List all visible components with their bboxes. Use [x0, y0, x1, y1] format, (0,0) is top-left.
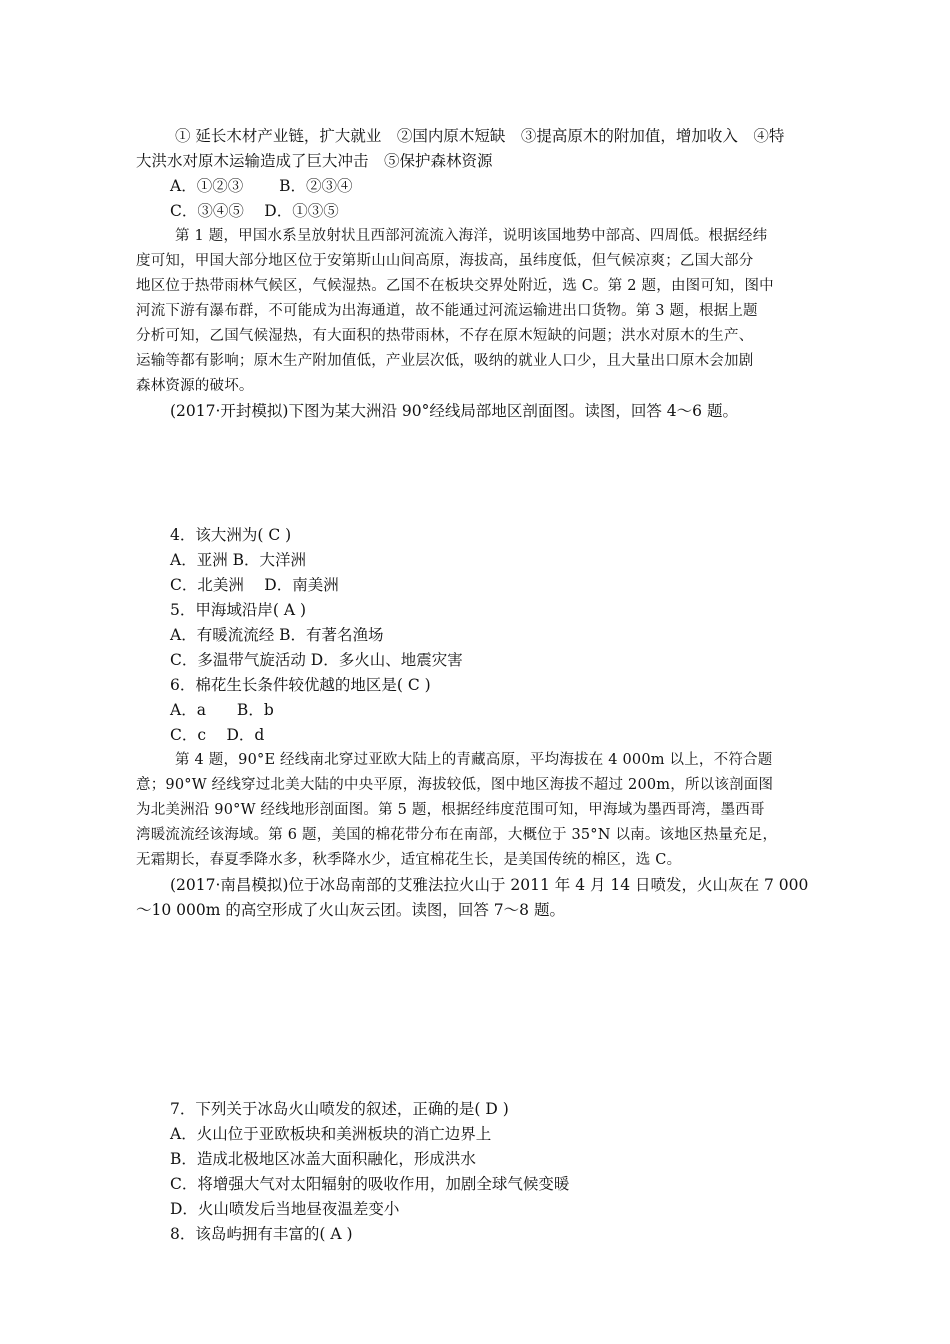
choice-ab: A．①②③ B．②③④: [170, 177, 353, 195]
question-4-options-ab: A．亚洲 B．大洋洲: [170, 551, 307, 569]
intro-questions-4-6: (2017·开封模拟)下图为某大洲沿 90°经线局部地区剖面图。读图，回答 4～6 题。: [170, 402, 738, 420]
question-8: 8．该岛屿拥有丰富的( A ): [170, 1225, 353, 1243]
question-5-options-ab: A．有暖流流经 B．有著名渔场: [170, 626, 384, 644]
question-5-options-cd: C．多温带气旋活动 D．多火山、地震灾害: [170, 651, 463, 669]
explanation-2-line: 意；90°W 经线穿过北美大陆的中央平原，海拔较低，图中地区海拔不超过 200m，所以该剖面图: [136, 777, 774, 793]
figure-placeholder: [136, 426, 816, 520]
question-6-options-cd: C．c D．d: [170, 726, 265, 744]
explanation-1-line: 分析可知，乙国气候湿热，有大面积的热带雨林，不存在原木短缺的问题；洪水对原木的生产、: [136, 328, 754, 344]
explanation-1-line: 运输等都有影响；原木生产附加值低，产业层次低，吸纳的就业人口少，且大量出口原木会加剧: [136, 353, 754, 369]
question-7: 7．下列关于冰岛火山喷发的叙述，正确的是( D ): [170, 1100, 509, 1118]
explanation-1-line: 第 1 题，甲国水系呈放射状且西部河流流入海洋，说明该国地势中部高、四周低。根据经纬: [175, 228, 768, 244]
explanation-1-line: 河流下游有瀑布群，不可能成为出海通道，故不能通过河流运输进出口货物。第 3 题，根据上题: [136, 303, 758, 319]
choice-cd: C．③④⑤ D．①③⑤: [170, 202, 339, 220]
question-6-options-ab: A．a B．b: [170, 701, 274, 719]
question-7-option-d: D．火山喷发后当地昼夜温差变小: [170, 1200, 400, 1218]
options-line-2: 大洪水对原木运输造成了巨大冲击 ⑤保护森林资源: [136, 152, 493, 170]
explanation-2-line: 湾暖流流经该海域。第 6 题，美国的棉花带分布在南部，大概位于 35°N 以南。该地区热量充足，: [136, 827, 778, 843]
question-7-option-b: B．造成北极地区冰盖大面积融化，形成洪水: [170, 1150, 476, 1168]
options-line-1: ① 延长木材产业链，扩大就业 ②国内原木短缺 ③提高原木的附加值，增加收入 ④特: [175, 127, 785, 145]
explanation-2-line: 为北美洲沿 90°W 经线地形剖面图。第 5 题，根据经纬度范围可知，甲海域为墨西哥湾，墨西哥: [136, 802, 765, 818]
intro-questions-7-8-cont: ～10 000m 的高空形成了火山灰云团。读图，回答 7～8 题。: [136, 901, 565, 919]
figure-placeholder: [136, 925, 816, 1095]
explanation-2-line: 无霜期长，春夏季降水多，秋季降水少，适宜棉花生长，是美国传统的棉区，选 C。: [136, 852, 682, 868]
question-5: 5．甲海域沿岸( A ): [170, 601, 307, 619]
question-4-options-cd: C．北美洲 D．南美洲: [170, 576, 339, 594]
explanation-2-line: 第 4 题，90°E 经线南北穿过亚欧大陆上的青藏高原，平均海拔在 4 000m 以上，不符合题: [175, 752, 773, 768]
question-7-option-a: A．火山位于亚欧板块和美洲板块的消亡边界上: [170, 1125, 492, 1143]
explanation-1-line: 度可知，甲国大部分地区位于安第斯山山间高原，海拔高，虽纬度低，但气候凉爽；乙国大部分: [136, 253, 754, 269]
question-6: 6．棉花生长条件较优越的地区是( C ): [170, 676, 431, 694]
explanation-1-line: 森林资源的破坏。: [136, 378, 254, 394]
intro-questions-7-8: (2017·南昌模拟)位于冰岛南部的艾雅法拉火山于 2011 年 4 月 14 日喷发，火山灰在 7 000: [170, 876, 809, 894]
question-7-option-c: C．将增强大气对太阳辐射的吸收作用，加剧全球气候变暖: [170, 1175, 570, 1193]
explanation-1-line: 地区位于热带雨林气候区，气候湿热。乙国不在板块交界处附近，选 C。第 2 题，由图可知，图中: [136, 278, 774, 294]
question-4: 4．该大洲为( C ): [170, 526, 292, 544]
